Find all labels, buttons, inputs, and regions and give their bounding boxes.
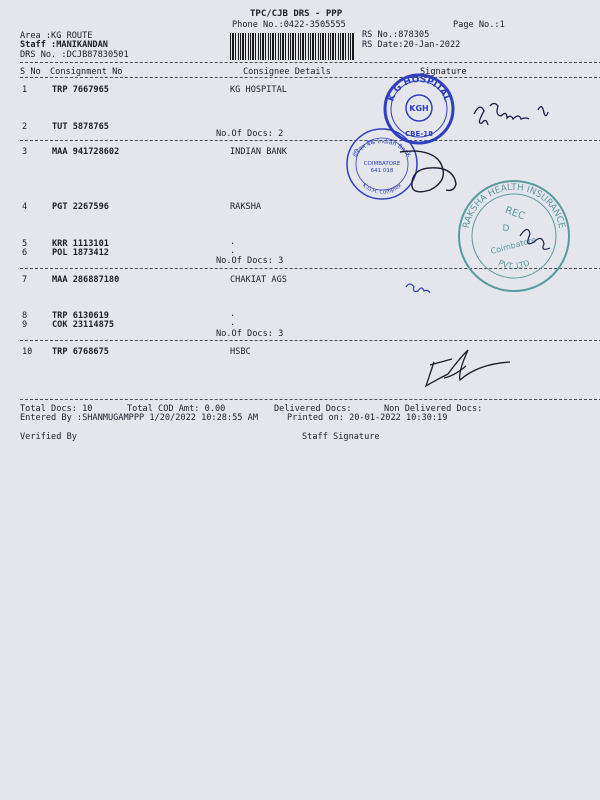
staff-label: Staff :MANIKANDAN <box>20 40 108 50</box>
row-consignment: PGT 2267596 <box>52 202 109 212</box>
row-consignee: . <box>230 309 236 319</box>
row-consignment: TRP 6768675 <box>52 347 109 357</box>
rs-number: RS No.:878305 <box>362 30 430 40</box>
docs-count: No.Of Docs: 3 <box>216 329 284 339</box>
row-sno: 4 <box>22 202 28 212</box>
row-consignee: HSBC <box>230 347 251 357</box>
rs-date: RS Date:20-Jan-2022 <box>362 40 461 50</box>
raksha-stamp-arc-bottom: PVT. LTD <box>496 258 532 271</box>
bank-stamp-pin: 641 018 <box>370 168 394 174</box>
row-consignee: . <box>230 246 236 256</box>
row-sno: 5 <box>22 239 28 249</box>
col-consignment: Consignment No <box>50 67 123 77</box>
row-consignment: MAA 286887180 <box>52 275 120 285</box>
raksha-stamp-city: Coimbatore <box>489 235 537 256</box>
document-title: TPC/CJB DRS - PPP <box>250 9 343 19</box>
row-consignee: CHAKIAT AGS <box>230 275 287 285</box>
non-delivered-docs: Non Delivered Docs: <box>384 404 483 414</box>
signature-bank <box>400 151 456 192</box>
kgh-stamp-bottom-text: CBE-18 <box>405 130 433 138</box>
bank-stamp-city: COIMBATORE <box>363 161 401 167</box>
raksha-stamp-rec: REC <box>503 205 527 223</box>
row-consignee: KG HOSPITAL <box>230 85 287 95</box>
col-sno: S No <box>20 67 41 77</box>
bank-stamp-bottom-text: K.G.H. Complex <box>361 182 403 196</box>
raksha-stamp-d: D <box>502 224 510 234</box>
total-cod: Total COD Amt: 0.00 <box>127 404 226 414</box>
raksha-stamp-arc-text: RAKSHA HEALTH INSURANCE <box>461 182 567 230</box>
area-label: Area :KG ROUTE <box>20 31 93 41</box>
printed-on: Printed on: 20-01-2022 10:30:19 <box>287 413 448 423</box>
row-consignee: . <box>230 318 236 328</box>
signature-kgh <box>474 104 548 126</box>
signature-chakiat <box>406 284 430 293</box>
phone-number: Phone No.:0422-3505555 <box>232 20 346 30</box>
row-sno: 6 <box>22 248 28 258</box>
row-sno: 3 <box>22 147 28 157</box>
kgh-stamp <box>385 75 453 143</box>
kgh-stamp-top-text: K G HOSPITAL <box>386 74 452 104</box>
page-number: Page No.:1 <box>453 20 505 30</box>
row-consignee: . <box>230 237 236 247</box>
row-consignment: COK 23114875 <box>52 320 115 330</box>
row-sno: 9 <box>22 320 28 330</box>
row-consignment: KRR 1113101 <box>52 239 109 249</box>
row-sno: 7 <box>22 275 28 285</box>
row-sno: 2 <box>22 122 28 132</box>
total-docs: Total Docs: 10 <box>20 404 93 414</box>
delivered-docs: Delivered Docs: <box>274 404 352 414</box>
docs-count: No.Of Docs: 2 <box>216 129 284 139</box>
row-consignee: INDIAN BANK <box>230 147 287 157</box>
row-sno: 1 <box>22 85 28 95</box>
row-consignment: MAA 941728602 <box>52 147 120 157</box>
kgh-stamp-mid-text: KGH <box>409 104 429 113</box>
signature-hsbc <box>426 350 510 386</box>
verified-by: Verified By <box>20 432 77 442</box>
row-consignee: RAKSHA <box>230 202 262 212</box>
row-sno: 8 <box>22 311 28 321</box>
row-consignment: TUT 5878765 <box>52 122 109 132</box>
docs-count: No.Of Docs: 3 <box>216 256 284 266</box>
bank-stamp-top-text: इंडियन बैंक Indian Bank <box>351 138 413 159</box>
col-signature: Signature <box>420 67 467 77</box>
row-consignment: TRP 7667965 <box>52 85 109 95</box>
col-consignee: Consignee Details <box>243 67 331 77</box>
staff-signature-label: Staff Signature <box>302 432 380 442</box>
drs-number: DRS No. :DCJB87830501 <box>20 50 129 60</box>
entered-by: Entered By :SHANMUGAMPPP 1/20/2022 10:28:55 AM <box>20 413 258 423</box>
row-sno: 10 <box>22 347 33 357</box>
indian-bank-stamp <box>347 129 417 199</box>
row-consignment: TRP 6130619 <box>52 311 109 321</box>
row-consignment: POL 1873412 <box>52 248 109 258</box>
raksha-stamp <box>459 181 569 291</box>
